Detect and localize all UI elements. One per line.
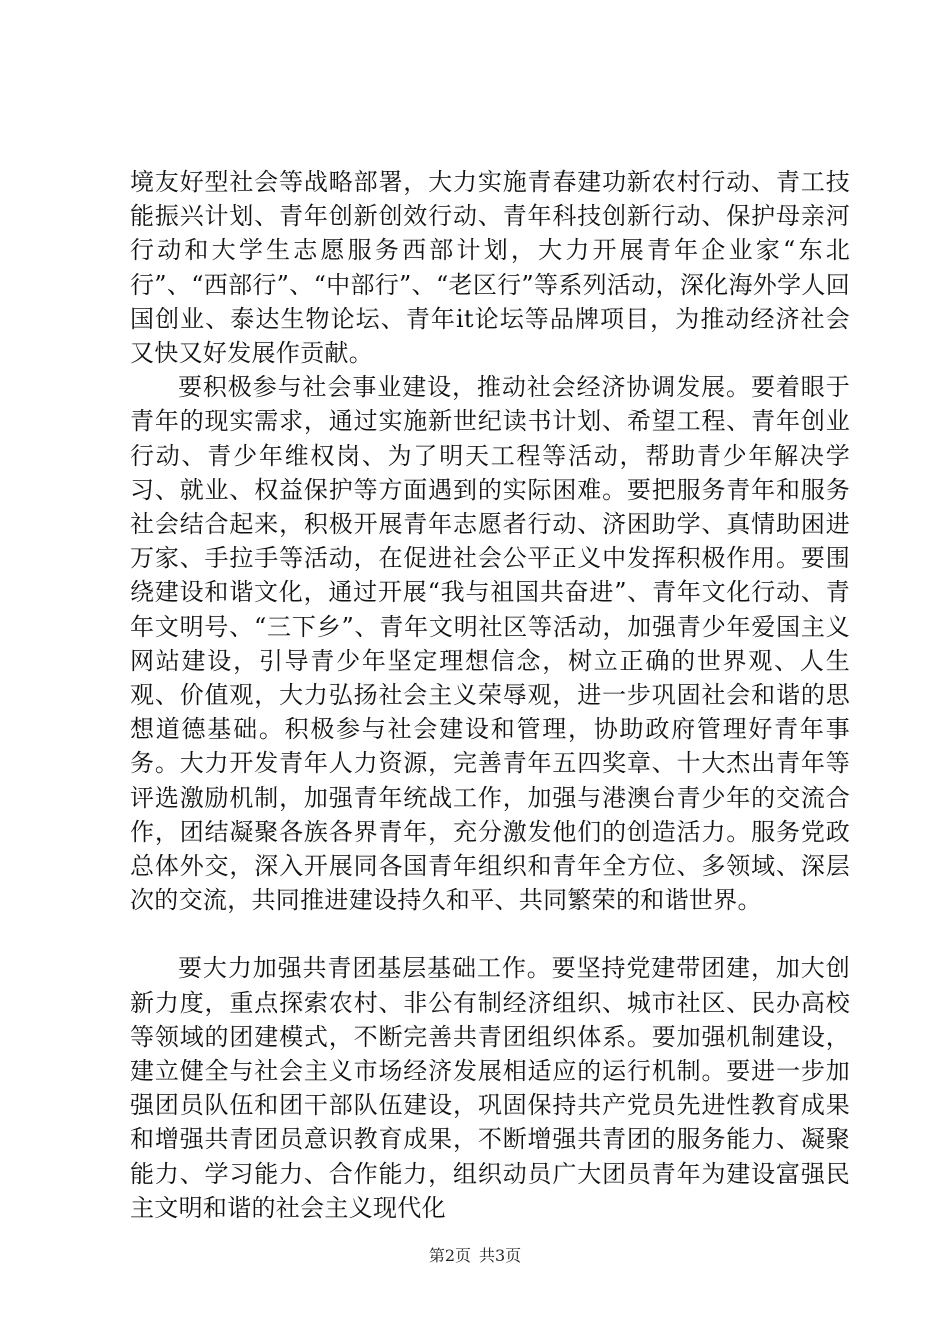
- paragraph-continuation: 境友好型社会等战略部署，大力实施青春建功新农村行动、青工技能振兴计划、青年创新创效行动、青年科技创新行动、保护母亲河行动和大学生志愿服务西部计划，大力开展青年企业家“东北行”、“西部行”、“中部行”、“老区行”等系列活动，深化海外学人回国创业、泰达生物论坛、青年it论坛等品牌项目，为推动经济社会又快又好发展作贡献。: [130, 168, 850, 368]
- total-pages: 共3页: [479, 1246, 522, 1265]
- paragraph-grassroots-work: 要大力加强共青团基层基础工作。要坚持党建带团建，加大创新力度，重点探索农村、非公有制经济组织、城市社区、民办高校等领域的团建模式，不断完善共青团组织体系。要加强机制建设，建立健全与社会主义市场经济发展相适应的运行机制。要进一步加强团员队伍和团干部队伍建设，巩固保持共产党员先进性教育成果和增强共青团员意识教育成果，不断增强共青团的服务能力、凝聚能力、学习能力、合作能力，组织动员广大团员青年为建设富强民主文明和谐的社会主义现代化: [130, 954, 850, 1222]
- page-number: 第2页: [428, 1246, 471, 1265]
- document-body: [130, 165, 850, 1225]
- paragraph-social-development: 要积极参与社会事业建设，推动社会经济协调发展。要着眼于青年的现实需求，通过实施新世纪读书计划、希望工程、青年创业行动、青少年维权岗、为了明天工程等活动，帮助青少年解决学习、就业、权益保护等方面遇到的实际困难。要把服务青年和服务社会结合起来，积极开展青年志愿者行动、济困助学、真情助困进万家、手拉手等活动，在促进社会公平正义中发挥积极作用。要围绕建设和谐文化，通过开展“我与祖国共奋进”、青年文化行动、青年文明号、“三下乡”、青年文明社区等活动，加强青少年爱国主义网站建设，引导青少年坚定理想信念，树立正确的世界观、人生观、价值观，大力弘扬社会主义荣辱观，进一步巩固社会和谐的思想道德基础。积极参与社会建设和管理，协助政府管理好青年事务。大力开发青年人力资源，完善青年五四奖章、十大杰出青年等评选激励机制，加强青年统战工作，加强与港澳台青少年的交流合作，团结凝聚各族各界青年，充分激发他们的创造活力。服务党政总体外交，深入开展同各国青年组织和青年全方位、多领域、深层次的交流，共同推进建设持久和平、共同繁荣的和谐世界。: [130, 373, 850, 915]
- page-footer: [0, 1246, 950, 1266]
